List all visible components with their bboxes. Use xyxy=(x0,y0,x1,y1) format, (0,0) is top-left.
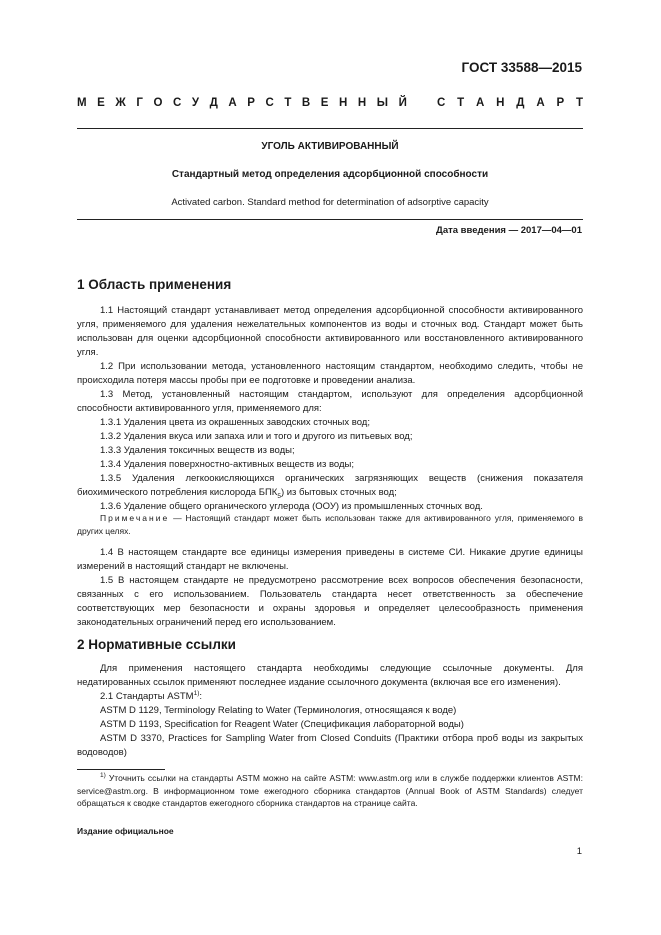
reference-astm-d1193: ASTM D 1193, Specification for Reagent Water (Спецификация лабораторной воды) xyxy=(100,719,464,730)
interstate-standard-heading xyxy=(77,97,583,109)
paragraph-2-intro: Для применения настоящего стандарта необходимы следующие ссылочные документы. Для недатированных ссылок применяют последнее издание ссылочного документа (включая все его изменения). xyxy=(77,663,583,688)
header-rule-bottom xyxy=(77,219,583,220)
reference-astm-d3370: ASTM D 3370, Practices for Sampling Water from Closed Conduits (Практики отбора проб воды из закрытых водоводов) xyxy=(77,733,583,758)
interstate-word-1-letter: С xyxy=(172,97,182,109)
paragraph-1-3: 1.3 Метод, установленный настоящим стандартом, используют для определения адсорбционной способности активированного угля, применяемого для: xyxy=(77,389,583,414)
footnote-ref: 1) xyxy=(193,689,200,697)
section-1-heading: 1 Область применения xyxy=(77,277,232,292)
interstate-word-2-letter: Н xyxy=(496,97,505,109)
document-title: УГОЛЬ АКТИВИРОВАННЫЙ xyxy=(261,141,399,152)
paragraph-1-4: 1.4 В настоящем стандарте все единицы измерения приведены в системе СИ. Никакие другие единицы измерений в настоящий стандарт не включены. xyxy=(77,547,583,572)
interstate-word-2-letter: Т xyxy=(457,97,465,109)
paragraph-2-1 xyxy=(77,690,583,704)
paragraph-1-3-6: 1.3.6 Удаление общего органического углерода (ООУ) из промышленных сточных вод. xyxy=(100,501,483,512)
interstate-word-2-letter: Т xyxy=(575,97,583,109)
paragraph-1-3-3: 1.3.3 Удаления токсичных веществ из воды; xyxy=(100,445,295,456)
interstate-word-1-letter: А xyxy=(228,97,237,109)
footnote-mark: 1) xyxy=(100,772,106,780)
section-1-body xyxy=(77,304,583,514)
introduction-date: Дата введения — 2017—04—01 xyxy=(436,225,582,236)
interstate-word-1-letter: У xyxy=(191,97,199,109)
interstate-word-2 xyxy=(437,97,583,109)
paragraph-1-3-4: 1.3.4 Удаления поверхностно-активных веществ из воды; xyxy=(100,459,354,470)
document-title-english: Activated carbon. Standard method for determination of adsorptive capacity xyxy=(171,197,489,208)
interstate-word-1-letter: Ж xyxy=(115,97,126,109)
interstate-word-2-letter: Д xyxy=(516,97,525,109)
interstate-word-2-letter: С xyxy=(437,97,446,109)
interstate-word-1-letter: Е xyxy=(97,97,105,109)
section-2-body xyxy=(77,662,583,760)
interstate-word-1-letter: Г xyxy=(136,97,143,109)
footnote-text: Уточнить ссылки на стандарты ASTM можно на сайте ASTM: www.astm.org или в службе поддержки клиентов ASTM: service@astm.org. В информационном томе ежегодного сборника стандартов (Annual Book of ASTM Standards) следует обращаться к сводке стандартов ежегодного сборника стандартов на странице сайта. xyxy=(77,773,583,808)
interstate-word-1-letter: Ы xyxy=(376,97,389,109)
paragraph-1-3-2: 1.3.2 Удаления вкуса или запаха или и того и другого из питьевых вод; xyxy=(100,431,413,442)
header-rule-top xyxy=(77,128,583,129)
interstate-word-1-letter: Т xyxy=(284,97,292,109)
section-2-heading: 2 Нормативные ссылки xyxy=(77,637,236,652)
paragraph-2-1-text: 2.1 Стандарты ASTM xyxy=(100,691,194,702)
interstate-word-1-letter: О xyxy=(153,97,163,109)
interstate-word-1-letter: Н xyxy=(339,97,348,109)
note-label: Примечание xyxy=(100,513,170,523)
paragraph-1-3-1: 1.3.1 Удаления цвета из окрашенных заводских сточных вод; xyxy=(100,417,370,428)
interstate-word-2-letter: Р xyxy=(556,97,565,109)
paragraph-1-3-5-text: 1.3.5 Удаления легкоокисляющихся органических загрязняющих веществ (снижения показателя биохимического потребления кислорода БПК xyxy=(77,473,583,498)
paragraph-1-3-5 xyxy=(77,472,583,500)
interstate-word-1-letter: Е xyxy=(320,97,329,109)
reference-astm-d1129: ASTM D 1129, Terminology Relating to Water (Терминология, относящаяся к воде) xyxy=(100,705,457,716)
interstate-word-1-letter: Н xyxy=(357,97,367,109)
interstate-word-1-letter: Й xyxy=(398,97,407,109)
paragraph-1-2: 1.2 При использовании метода, установленного настоящим стандартом, необходимо следить, чтобы не происходила потеря массы пробы при ее подготовке и проведении анализа. xyxy=(77,361,583,386)
document-subtitle: Стандартный метод определения адсорбционной способности xyxy=(171,169,489,180)
standard-number: ГОСТ 33588—2015 xyxy=(461,60,582,75)
official-edition-label: Издание официальное xyxy=(77,826,174,836)
note xyxy=(77,512,583,538)
footnote-rule xyxy=(77,769,165,770)
note-text: — Настоящий стандарт может быть использован также для активированного угля, применяемого в других целях. xyxy=(77,513,583,536)
footnote xyxy=(77,772,583,810)
page-number: 1 xyxy=(576,846,582,857)
interstate-word-1-letter: С xyxy=(265,97,274,109)
interstate-word-1-letter: М xyxy=(77,97,87,109)
interstate-word-1-letter: Р xyxy=(247,97,255,109)
interstate-word-2-letter: А xyxy=(476,97,485,109)
interstate-word-1-letter: Д xyxy=(209,97,218,109)
interstate-word-2-letter: А xyxy=(536,97,545,109)
paragraph-2-1-colon: : xyxy=(199,691,203,702)
interstate-word-1 xyxy=(77,97,407,109)
section-1-body-cont xyxy=(77,546,583,630)
paragraph-1-5: 1.5 В настоящем стандарте не предусмотрено рассмотрение всех вопросов обеспечения безопасности, связанных с его использованием. Пользователь стандарта несет ответственность за обеспечение соответствующих мер безопасности и охраны здоровья и определяет целесообразность применения законодательных ограничений перед его использованием. xyxy=(77,575,583,628)
interstate-word-1-letter: В xyxy=(301,97,311,109)
bpk-subscript: 5 xyxy=(277,492,281,500)
paragraph-1-1: 1.1 Настоящий стандарт устанавливает метод определения адсорбционной способности активированного угля, применяемого для удаления нежелательных компонентов из воды и сточных вод. Стандарт может быть использован для оценки адсорбционной способности активированного или восстановленного активированного угля. xyxy=(77,305,583,358)
paragraph-1-3-5-end: ) из бытовых сточных вод; xyxy=(280,487,397,498)
